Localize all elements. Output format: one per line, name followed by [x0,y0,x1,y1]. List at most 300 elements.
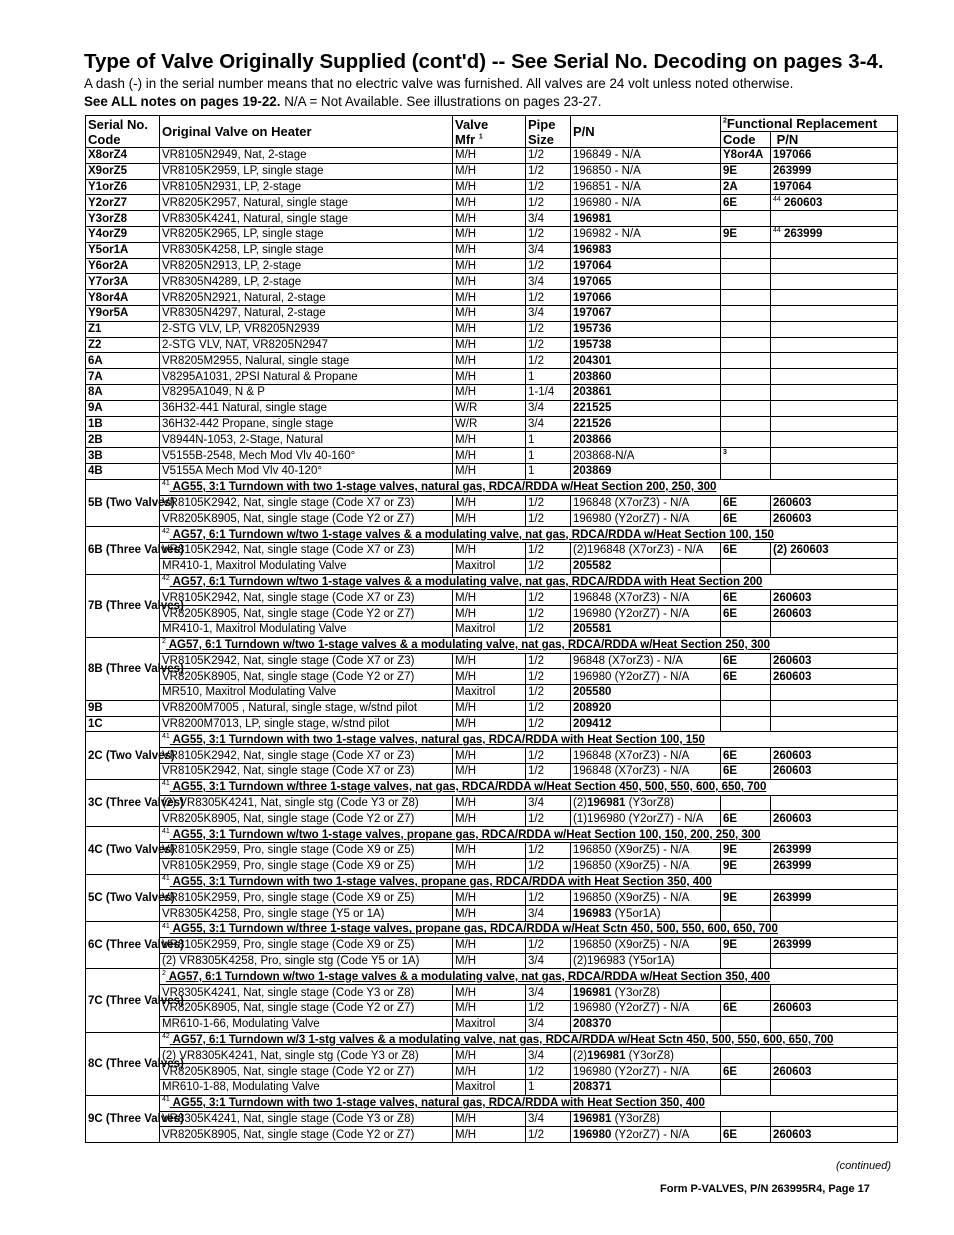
group-note-text: AG57, 6:1 Turndown w/two 1-stage valves & a modulating valve, nat gas, RDCA/RDDA with Heat Section 200 [172,575,763,588]
table-row [86,653,898,669]
valve-mfr: Maxitrol [453,621,526,637]
part-number [571,843,721,859]
pipe-size: 3/4 [526,274,571,290]
valve-mfr: M/H [453,606,526,622]
replacement-code [721,985,771,1001]
replacement-pn: 260603 [771,811,898,827]
valve-mfr: M/H [453,700,526,716]
pipe-size: 1/2 [526,321,571,337]
serial-code: X8orZ4 [86,148,160,164]
original-valve: VR8305K4241, Nat, single stage (Code Y3 or Z8) [160,985,453,1001]
serial-code: 7A [86,369,160,385]
header-serial-l2: Code [88,131,121,147]
replacement-pn: 260603 [771,653,898,669]
replacement-pn: 260603 [771,590,898,606]
table-row [86,1016,898,1032]
valve-mfr: M/H [453,384,526,400]
serial-code: 2B [86,432,160,448]
replacement-code [721,1048,771,1064]
valve-mfr: M/H [453,795,526,811]
pipe-size: 1/2 [526,163,571,179]
group-title-row [86,1032,898,1048]
replacement-code: Y8or4A [721,148,771,164]
original-valve: VR8205K8905, Nat, single stage (Code Y2 or Z7) [160,1064,453,1080]
header-func-pn [771,132,898,148]
original-valve: 2-STG VLV, NAT, VR8205N2947 [160,337,453,353]
original-valve: VR8105K2959, Pro, single stage (Code X9 or Z5) [160,843,453,859]
replacement-pn: 260603 [771,748,898,764]
replacement-pn [771,163,898,179]
replacement-pn-value: 197066 [773,149,812,162]
group-note-text: AG55, 3:1 Turndown w/three 1-stage valves, propane gas, RDCA/RDDA w/Heat Sctn 450, 500, 550, 600, 650, 700 [172,923,778,936]
part-number-rest: (2)196983 (Y5or1A) [573,955,675,968]
valve-mfr: M/H [453,937,526,953]
part-number-rest: 196980 (Y2orZ7) - N/A [573,1002,690,1015]
pipe-size: 3/4 [526,985,571,1001]
part-number [571,795,721,811]
replacement-pn: 260603 [771,1127,898,1143]
table-row [86,1064,898,1080]
pipe-size: 3/4 [526,1111,571,1127]
serial-code: 8B (Three Valves) [86,637,160,700]
group-title-row [86,527,898,543]
valve-mfr: M/H [453,511,526,527]
part-number [571,653,721,669]
original-valve: VR8205M2955, Nalural, single stage [160,353,453,369]
pipe-size: 1/2 [526,748,571,764]
part-number-bold: 208370 [573,1018,612,1031]
serial-code: 4C (Two Valves) [86,827,160,874]
replacement-pn [771,353,898,369]
table-row [86,195,898,211]
pipe-size: 1/2 [526,290,571,306]
part-number: 221525 [571,400,721,416]
part-number: 196981 [571,211,721,227]
pipe-size: 1/2 [526,511,571,527]
replacement-code: 6E [721,511,771,527]
replacement-code: 6E [721,669,771,685]
table-row [86,811,898,827]
pipe-size: 1/2 [526,179,571,195]
serial-code: 7C (Three Valves) [86,969,160,1032]
group-note: $^{41}$ AG55, 3:1 Turndown w/three 1-stage valves, nat gas, RDCA/RDDA w/Heat Section 450, 500, 550, 600, 650, 700 [160,779,898,795]
part-number [571,511,721,527]
valve-table [85,115,898,1143]
part-number [571,1064,721,1080]
part-number: 221526 [571,416,721,432]
valve-mfr: M/H [453,148,526,164]
replacement-pn [771,226,898,242]
serial-code: 9B [86,700,160,716]
replacement-code: 2A [721,179,771,195]
serial-code: Y3orZ8 [86,211,160,227]
part-number-rest: 196980 (Y2orZ7) - N/A [573,670,690,683]
table-row [86,369,898,385]
replacement-pn [771,1111,898,1127]
table-row [86,890,898,906]
table-row [86,985,898,1001]
table-row [86,148,898,164]
valve-mfr: M/H [453,226,526,242]
replacement-pn [771,337,898,353]
replacement-code [721,384,771,400]
part-number-bold: 196983 [573,907,612,920]
serial-code: Z2 [86,337,160,353]
pipe-size: 3/4 [526,1016,571,1032]
part-number [571,1127,721,1143]
table-row [86,764,898,780]
replacement-code: 9E [721,226,771,242]
pipe-size: 3/4 [526,906,571,922]
original-valve: V8295A1049, N & P [160,384,453,400]
part-number [571,1111,721,1127]
replacement-code: 9E [721,890,771,906]
part-number [571,1001,721,1017]
table-row [86,590,898,606]
replacement-pn [771,258,898,274]
header-serial-l1: Serial No. [88,116,148,132]
table-row [86,290,898,306]
part-number [571,906,721,922]
replacement-pn [771,290,898,306]
valve-mfr: M/H [453,448,526,464]
valve-mfr: M/H [453,542,526,558]
part-number [571,621,721,637]
group-title-row [86,969,898,985]
replacement-pn [771,305,898,321]
group-note-text: AG57, 6:1 Turndown w/3 1-stg valves & a modulating valve, nat gas, RDCA/RDDA w/Heat Sctn 450, 500, 550, 600, 650, 700 [172,1034,834,1047]
replacement-code: 9E [721,843,771,859]
replacement-code: 6E [721,1001,771,1017]
header-pipe-size [526,116,571,148]
group-note-text: AG57, 6:1 Turndown w/two 1-stage valves & a modulating valve, nat gas, RDCA/RDDA w/Heat Section 100, 150 [172,528,774,541]
serial-code: 5B (Two Valves) [86,479,160,526]
replacement-code [721,305,771,321]
pipe-size: 3/4 [526,400,571,416]
part-number: 196849 - N/A [571,148,721,164]
part-number: 209412 [571,716,721,732]
original-valve: V8295A1031, 2PSI Natural & Propane [160,369,453,385]
part-number: 195736 [571,321,721,337]
valve-mfr: W/R [453,416,526,432]
replacement-code [721,290,771,306]
pipe-size: 1/2 [526,195,571,211]
part-number: 197065 [571,274,721,290]
valve-mfr: M/H [453,195,526,211]
table-row [86,353,898,369]
part-number [571,590,721,606]
original-valve: V5155A Mech Mod Vlv 40-120° [160,463,453,479]
pipe-size: 1/2 [526,226,571,242]
replacement-pn: 260603 [771,669,898,685]
valve-mfr: Maxitrol [453,685,526,701]
replacement-code [721,1016,771,1032]
table-row [86,416,898,432]
serial-code: 9A [86,400,160,416]
table-row [86,511,898,527]
original-valve: MR610-1-88, Modulating Valve [160,1080,453,1096]
valve-mfr: M/H [453,337,526,353]
header-func-label: Functional Replacement [726,116,878,131]
part-number-rest: 196850 (X9orZ5) - N/A [573,891,690,904]
part-number [571,890,721,906]
original-valve: VR8105K2942, Nat, single stage (Code X7 or Z3) [160,542,453,558]
pipe-size: 3/4 [526,305,571,321]
replacement-pn: 263999 [771,858,898,874]
pipe-size: 1/2 [526,621,571,637]
intro-line-1: A dash (-) in the serial number means that no electric valve was furnished. All valves are 24 volt unless noted otherwise. [84,76,794,91]
pipe-size: 3/4 [526,795,571,811]
pipe-size: 1/2 [526,890,571,906]
original-valve: VR8105N2931, LP, 2-stage [160,179,453,195]
serial-code: Y9or5A [86,305,160,321]
original-valve: VR8305K4241, Nat, single stage (Code Y3 or Z8) [160,1111,453,1127]
pipe-size: 1/2 [526,858,571,874]
part-number-rest: 196848 (X7orZ3) - N/A [573,496,690,509]
part-number-rest: 196980 (Y2orZ7) - N/A [573,1065,690,1078]
pipe-size: 1/2 [526,495,571,511]
replacement-pn [771,384,898,400]
table-row [86,1001,898,1017]
replacement-pn [771,321,898,337]
replacement-code [721,953,771,969]
replacement-code: 9E [721,163,771,179]
header-pipe-l1: Pipe [528,116,556,132]
serial-code: X9orZ5 [86,163,160,179]
replacement-pn [771,985,898,1001]
original-valve: MR410-1, Maxitrol Modulating Valve [160,621,453,637]
part-number: 195738 [571,337,721,353]
table-row [86,495,898,511]
replacement-pn [771,621,898,637]
valve-mfr: M/H [453,843,526,859]
original-valve: VR8105K2959, LP, single stage [160,163,453,179]
replacement-code: 6E [721,542,771,558]
pipe-size: 3/4 [526,242,571,258]
group-note-text: AG55, 3:1 Turndown w/three 1-stage valves, nat gas, RDCA/RDDA w/Heat Section 450, 500, 550, 600, 650, 700 [172,781,767,794]
pipe-size: 3/4 [526,416,571,432]
table-row [86,748,898,764]
replacement-pn: 260603 [771,1064,898,1080]
part-number: 208920 [571,700,721,716]
valve-mfr: W/R [453,400,526,416]
replacement-pn: 260603 [771,606,898,622]
part-number-bold: 208371 [573,1081,612,1094]
intro-line-2-rest: N/A = Not Available. See illustrations on pages 23-27. [280,94,602,109]
replacement-code [721,242,771,258]
replacement-code [721,448,771,464]
pipe-size: 1/2 [526,1001,571,1017]
valve-mfr: M/H [453,305,526,321]
replacement-pn: 260603 [771,1001,898,1017]
pipe-size: 1/2 [526,337,571,353]
pipe-size: 1/2 [526,542,571,558]
table-row [86,448,898,464]
valve-mfr: Maxitrol [453,558,526,574]
table-row [86,274,898,290]
part-number: 203861 [571,384,721,400]
serial-code: Z1 [86,321,160,337]
replacement-code [721,716,771,732]
valve-mfr: M/H [453,290,526,306]
replacement-code [721,558,771,574]
part-number-bold: 205582 [573,560,612,573]
valve-mfr: M/H [453,495,526,511]
replacement-pn: 260603 [771,764,898,780]
original-valve: VR8205N2921, Natural, 2-stage [160,290,453,306]
valve-mfr: M/H [453,953,526,969]
serial-code: 4B [86,463,160,479]
table-row [86,242,898,258]
valve-mfr: M/H [453,748,526,764]
valve-mfr: M/H [453,353,526,369]
table-row [86,685,898,701]
part-number: 196983 [571,242,721,258]
table-row [86,621,898,637]
part-number-rest: (Y5or1A) [611,907,661,920]
part-number-bold: 205581 [573,623,612,636]
replacement-pn [771,795,898,811]
pipe-size: 1-1/4 [526,384,571,400]
replacement-pn-value: 263999 [773,165,812,178]
pipe-size: 1/2 [526,653,571,669]
replacement-code [721,685,771,701]
original-valve: VR8200M7013, LP, single stage, w/stnd pilot [160,716,453,732]
part-number-bold: 196981 [587,797,626,810]
group-note-text: AG55, 3:1 Turndown w/two 1-stage valves, propane gas, RDCA/RDDA w/Heat Section 100, 150, 200, 250, 300 [172,828,761,841]
original-valve: VR8105K2942, Nat, single stage (Code X7 or Z3) [160,764,453,780]
replacement-pn [771,432,898,448]
part-number-rest: 196848 (X7orZ3) - N/A [573,749,690,762]
header-serial [86,116,160,148]
part-number-rest: (Y3orZ8) [611,1113,660,1125]
valve-mfr: M/H [453,242,526,258]
pipe-size: 1/2 [526,590,571,606]
part-number [571,685,721,701]
part-number-bold: 196981 [573,986,612,999]
original-valve: MR410-1, Maxitrol Modulating Valve [160,558,453,574]
original-valve: VR8305N4297, Natural, 2-stage [160,305,453,321]
part-number [571,1080,721,1096]
table-row [86,558,898,574]
replacement-pn [771,211,898,227]
original-valve: VR8305K4258, Pro, single stage (Y5 or 1A) [160,906,453,922]
valve-mfr: M/H [453,653,526,669]
pipe-size: 1 [526,463,571,479]
original-valve: VR8105K2959, Pro, single stage (Code X9 or Z5) [160,937,453,953]
part-number-rest: (Y3orZ8) [611,986,660,999]
replacement-pn: 260603 [771,495,898,511]
valve-mfr: M/H [453,258,526,274]
part-number [571,748,721,764]
table-row [86,843,898,859]
replacement-pn [771,558,898,574]
group-note-text: AG55, 3:1 Turndown with two 1-stage valves, natural gas, RDCA/RDDA with Heat Section 100, 150 [172,733,705,746]
valve-mfr: Maxitrol [453,1016,526,1032]
original-valve: VR8105K2942, Nat, single stage (Code X7 or Z3) [160,653,453,669]
serial-code: 5C (Two Valves) [86,874,160,921]
original-valve: VR8105K2942, Nat, single stage (Code X7 or Z3) [160,495,453,511]
table-row [86,163,898,179]
pipe-size: 1 [526,369,571,385]
part-number: 203869 [571,463,721,479]
valve-mfr: M/H [453,764,526,780]
part-number [571,1016,721,1032]
original-valve: (2) VR8305K4241, Nat, single stg (Code Y3 or Z8) [160,795,453,811]
replacement-code [721,463,771,479]
table-row [86,226,898,242]
group-note: $^{41}$ AG55, 3:1 Turndown with two 1-stage valves, natural gas, RDCA/RDDA w/Heat Section 200, 250, 300 [160,479,898,495]
continued-note: (continued) [836,1160,892,1172]
replacement-code [721,258,771,274]
page-footer: Form P-VALVES, P/N 263995R4, Page 17 [660,1183,870,1195]
part-number-bold: 205580 [573,686,612,699]
header-original: Original Valve on Heater [160,116,453,148]
replacement-pn [771,195,898,211]
replacement-code [721,211,771,227]
valve-mfr: M/H [453,321,526,337]
pipe-size: 1 [526,1080,571,1096]
part-number [571,1048,721,1064]
valve-mfr: M/H [453,590,526,606]
part-number [571,542,721,558]
part-number-rest: 196850 (X9orZ5) - N/A [573,844,690,857]
replacement-code: 6E [721,1127,771,1143]
header-valve-sup: 1 [478,133,483,141]
group-note: $^2$ AG57, 6:1 Turndown w/two 1-stage valves & a modulating valve, nat gas, RDCA/RDDA w/Heat Section 350, 400 [160,969,898,985]
group-title-row [86,637,898,653]
table-row [86,700,898,716]
replacement-code: 6E [721,606,771,622]
serial-code: 6C (Three Valves) [86,922,160,969]
group-title-row [86,732,898,748]
part-number-rest: 196850 (X9orZ5) - N/A [573,860,690,873]
part-number-rest: 96848 (X7orZ3) - N/A [573,654,683,667]
replacement-code [721,621,771,637]
table-row [86,258,898,274]
table-row [86,211,898,227]
part-number [571,937,721,953]
serial-code: 1C [86,716,160,732]
pipe-size: 1/2 [526,811,571,827]
pipe-size: 1/2 [526,606,571,622]
original-valve: VR8105N2949, Nat, 2-stage [160,148,453,164]
replacement-code [721,369,771,385]
group-note-text: AG55, 3:1 Turndown with two 1-stage valves, natural gas, RDCA/RDDA w/Heat Section 200, 250, 300 [172,481,717,494]
valve-mfr: Maxitrol [453,1080,526,1096]
part-number: 196982 - N/A [571,226,721,242]
replacement-pn [771,1048,898,1064]
replacement-pn [771,463,898,479]
original-valve: V5155B-2548, Mech Mod Vlv 40-160° [160,448,453,464]
table-row [86,1080,898,1096]
serial-code: 9C (Three Valves) [86,1095,160,1142]
part-number-rest: 196848 (X7orZ3) - N/A [573,591,690,604]
serial-code: Y1orZ6 [86,179,160,195]
group-note: $^2$ AG57, 6:1 Turndown w/two 1-stage valves & a modulating valve, nat gas, RDCA/RDDA w/Heat Section 250, 300 [160,637,898,653]
replacement-pn [771,448,898,464]
part-number-prefix: (2) [573,1049,588,1062]
serial-code: 6B (Three Valves) [86,527,160,574]
replacement-pn: 263999 [771,890,898,906]
replacement-code [721,795,771,811]
replacement-code: 6E [721,195,771,211]
valve-mfr: M/H [453,858,526,874]
original-valve: (2) VR8305K4241, Nat, single stg (Code Y3 or Z8) [160,1048,453,1064]
serial-code: Y5or1A [86,242,160,258]
part-number [571,495,721,511]
part-number: 197067 [571,305,721,321]
